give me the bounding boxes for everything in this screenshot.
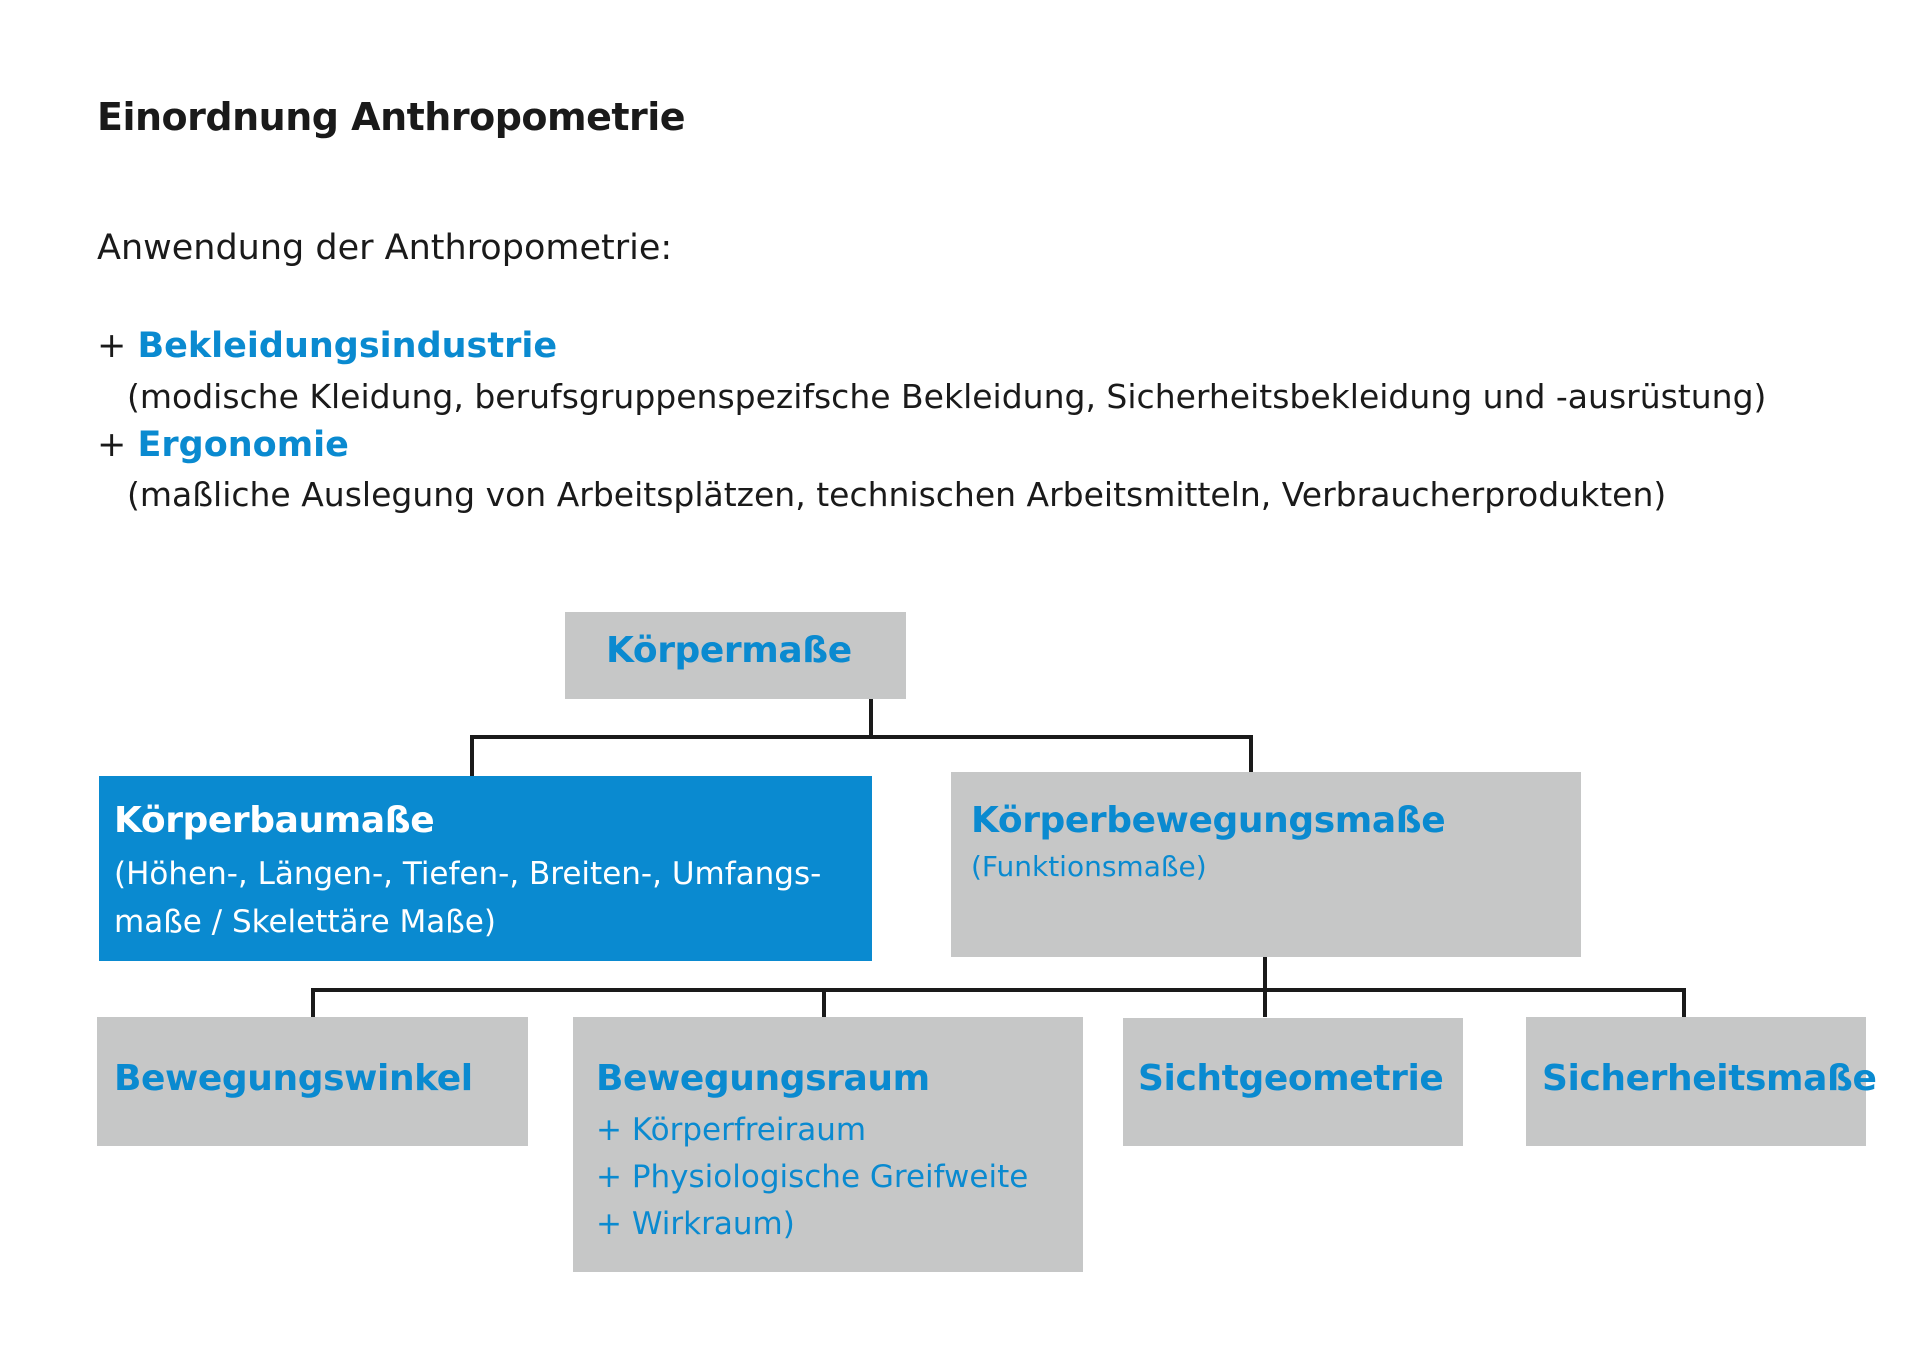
application-name: Ergonomie <box>137 425 349 465</box>
node-description-line: maße / Skelettäre Maße) <box>114 904 496 940</box>
node-list-item: + Körperfreiraum <box>596 1112 867 1148</box>
node-description-line: (Höhen-, Längen-, Tiefen-, Breiten-, Umfangs- <box>114 856 822 892</box>
node-title: Körperbaumaße <box>114 800 435 841</box>
node-title: Körpermaße <box>606 630 852 671</box>
node-subtitle: (Funktionsmaße) <box>971 850 1207 883</box>
node-list-item: + Physiologische Greifweite <box>596 1159 1029 1195</box>
node-koerpermasse <box>565 612 906 699</box>
intro-text: Anwendung der Anthropometrie: <box>97 228 673 268</box>
application-description: (maßliche Auslegung von Arbeitsplätzen, technischen Arbeitsmitteln, Verbraucherprodukten) <box>127 475 1667 514</box>
node-title: Körperbewegungsmaße <box>971 800 1446 841</box>
application-description: (modische Kleidung, berufsgruppenspezifsche Bekleidung, Sicherheitsbekleidung und -ausrüstung) <box>127 377 1767 416</box>
node-list-item: + Wirkraum) <box>596 1206 795 1242</box>
node-sicherheitsmasse <box>1526 1017 1877 1146</box>
application-name: Bekleidungsindustrie <box>137 326 558 366</box>
node-title: Sicherheitsmaße <box>1542 1058 1877 1099</box>
node-koerperbaumasse <box>99 776 872 961</box>
node-title: Bewegungsraum <box>596 1058 930 1099</box>
page-title: Einordnung Anthropometrie <box>97 95 686 139</box>
plus-marker: + <box>97 425 127 465</box>
node-bewegungsraum <box>573 1017 1083 1272</box>
node-title: Bewegungswinkel <box>114 1058 473 1099</box>
node-title: Sichtgeometrie <box>1138 1058 1444 1099</box>
node-bewegungswinkel <box>97 1017 528 1146</box>
plus-marker: + <box>97 326 127 366</box>
node-koerperbewegungsmasse <box>951 772 1581 957</box>
node-sichtgeometrie <box>1123 1018 1463 1146</box>
